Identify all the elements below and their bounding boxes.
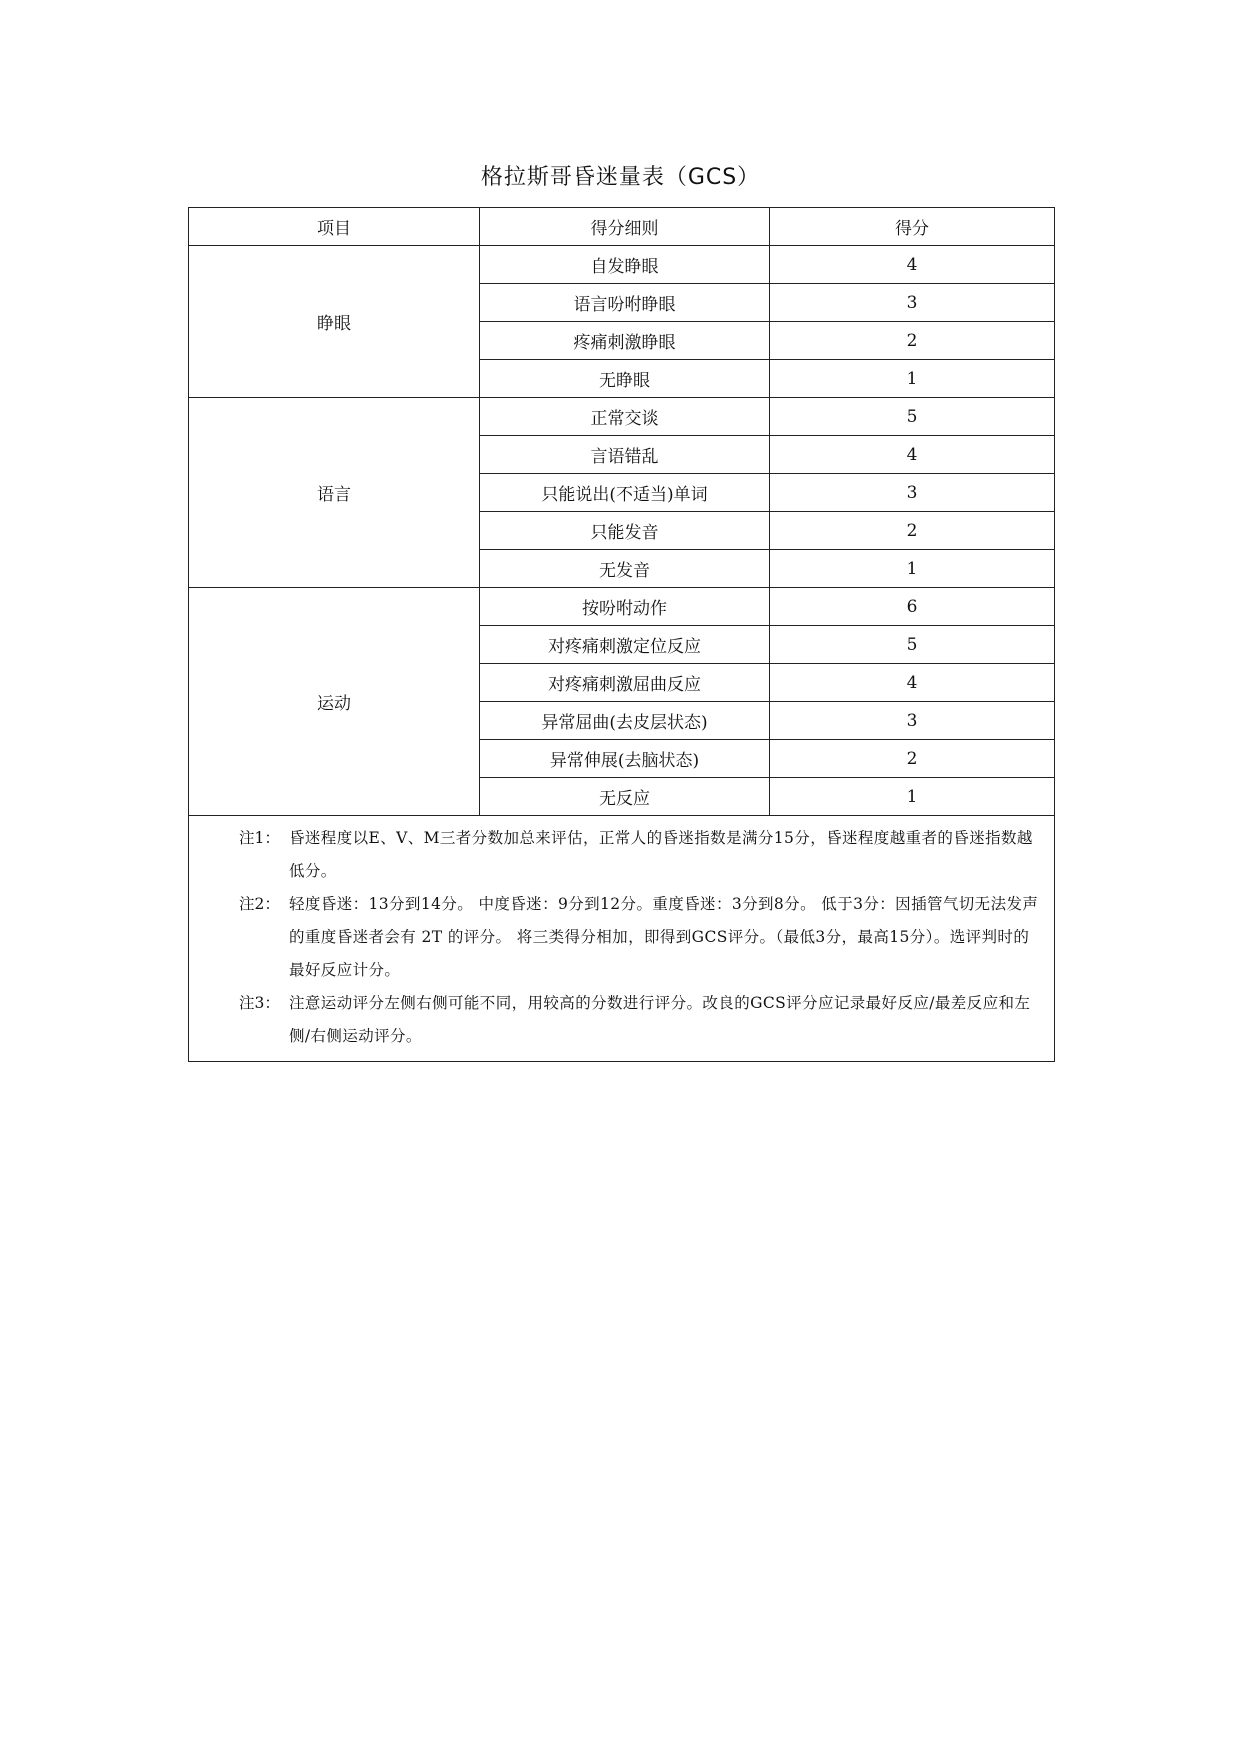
table-row (189, 246, 1055, 284)
note-label: 注3： (239, 994, 280, 1012)
table-row (189, 398, 1055, 436)
score-cell: 3 (770, 284, 1055, 322)
score-cell: 6 (770, 588, 1055, 626)
score-cell: 5 (770, 398, 1055, 436)
detail-cell: 自发睁眼 (480, 246, 770, 284)
table-body (189, 246, 1055, 1062)
detail-cell: 无发音 (480, 550, 770, 588)
detail-cell: 言语错乱 (480, 436, 770, 474)
detail-cell: 异常伸展(去脑状态) (480, 740, 770, 778)
score-cell: 1 (770, 550, 1055, 588)
score-cell: 2 (770, 322, 1055, 360)
note-text: 昏迷程度以E、V、M三者分数加总来评估，正常人的昏迷指数是满分15分，昏迷程度越重者的昏迷指数越低分。 (289, 829, 1033, 880)
detail-cell: 无睁眼 (480, 360, 770, 398)
note-label: 注1： (239, 829, 280, 847)
score-cell: 3 (770, 702, 1055, 740)
detail-cell: 异常屈曲(去皮层状态) (480, 702, 770, 740)
note-label: 注2： (239, 895, 280, 913)
table-header-row (189, 208, 1055, 246)
score-cell: 2 (770, 512, 1055, 550)
detail-cell: 只能发音 (480, 512, 770, 550)
detail-cell: 按吩咐动作 (480, 588, 770, 626)
gcs-table (188, 207, 1055, 1062)
group-eye-opening: 睁眼 (189, 246, 480, 398)
detail-cell: 对疼痛刺激屈曲反应 (480, 664, 770, 702)
note-2 (201, 888, 1042, 987)
header-item: 项目 (189, 208, 480, 246)
group-verbal: 语言 (189, 398, 480, 588)
score-cell: 4 (770, 246, 1055, 284)
score-cell: 2 (770, 740, 1055, 778)
group-motor: 运动 (189, 588, 480, 816)
score-cell: 4 (770, 436, 1055, 474)
detail-cell: 疼痛刺激睁眼 (480, 322, 770, 360)
note-1 (201, 822, 1042, 888)
detail-cell: 只能说出(不适当)单词 (480, 474, 770, 512)
header-score: 得分 (770, 208, 1055, 246)
notes-row (189, 816, 1055, 1062)
detail-cell: 对疼痛刺激定位反应 (480, 626, 770, 664)
note-text: 注意运动评分左侧右侧可能不同，用较高的分数进行评分。改良的GCS评分应记录最好反应/最差反应和左侧/右侧运动评分。 (289, 994, 1031, 1045)
score-cell: 5 (770, 626, 1055, 664)
score-cell: 3 (770, 474, 1055, 512)
detail-cell: 语言吩咐睁眼 (480, 284, 770, 322)
note-3 (201, 987, 1042, 1053)
detail-cell: 正常交谈 (480, 398, 770, 436)
table-row (189, 588, 1055, 626)
page-title: 格拉斯哥昏迷量表（GCS） (480, 165, 761, 190)
notes-cell (189, 816, 1055, 1062)
header-detail: 得分细则 (480, 208, 770, 246)
score-cell: 4 (770, 664, 1055, 702)
note-text: 轻度昏迷：13分到14分。 中度昏迷：9分到12分。重度昏迷：3分到8分。 低于3分：因插管气切无法发声的重度昏迷者会有 2T 的评分。 将三类得分相加，即得到GCS评分。（最低3分，最高15分）。选评判时的最好反应计分。 (289, 895, 1039, 979)
detail-cell: 无反应 (480, 778, 770, 816)
score-cell: 1 (770, 360, 1055, 398)
score-cell: 1 (770, 778, 1055, 816)
